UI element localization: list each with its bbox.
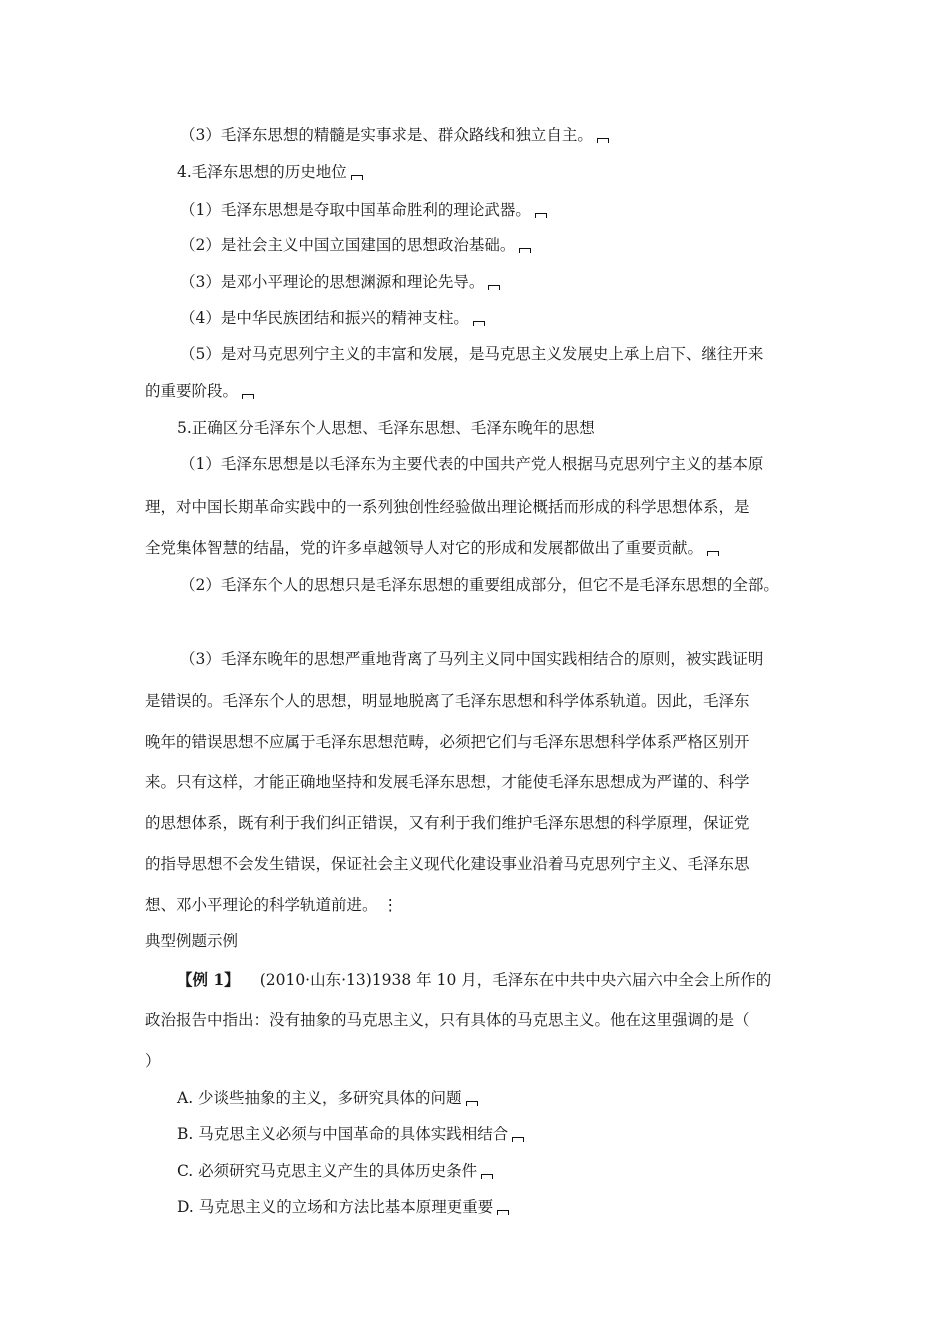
paragraph-mark-icon (707, 551, 719, 556)
section5-p3-line6: 的指导思想不会发生错误，保证社会主义现代化建设事业沿着马克思列宁主义、毛泽东思 (145, 855, 750, 873)
paragraph-mark-icon (242, 394, 254, 399)
paragraph-mark-icon (473, 321, 485, 326)
example1-stem-line3: ） (145, 1052, 161, 1070)
example1-stem-line1: 【例 1】 (2010·山东·13)1938 年 10 月，毛泽东在中共中央六届六中全会上所作的 (177, 970, 772, 989)
section5-p3-line4: 来。只有这样，才能正确地坚持和发展毛泽东思想，才能使毛泽东思想成为严谨的、科学 (145, 773, 750, 791)
paragraph-mark-icon (535, 213, 547, 218)
section4-point-2: （2）是社会主义中国立国建国的思想政治基础。 (180, 238, 531, 254)
section5-title: 5.正确区分毛泽东个人思想、毛泽东思想、毛泽东晚年的思想 (177, 419, 595, 437)
ellipsis-mark: ⋮ (382, 896, 399, 914)
example1-option-d: D. 马克思主义的立场和方法比基本原理更重要 (177, 1200, 509, 1216)
section5-p3-line5: 的思想体系，既有利于我们纠正错误，又有利于我们维护毛泽东思想的科学原理，保证党 (145, 814, 750, 832)
examples-heading: 典型例题示例 (145, 932, 239, 950)
section4-title: 4.毛泽东思想的历史地位 (177, 165, 363, 181)
section4-point-3: （3）是邓小平理论的思想渊源和理论先导。 (180, 275, 500, 291)
section4-point-1: （1）毛泽东思想是夺取中国革命胜利的理论武器。 (180, 203, 547, 219)
example1-stem-line2: 政治报告中指出：没有抽象的马克思主义，只有具体的马克思主义。他在这里强调的是（ (145, 1011, 750, 1029)
section5-p3-line7: 想、邓小平理论的科学轨道前进。 ⋮ (145, 896, 399, 914)
paragraph-mark-icon (466, 1101, 478, 1106)
example-label: 【例 1】 (177, 970, 240, 989)
section5-p1-line2: 理，对中国长期革命实践中的一系列独创性经验做出理论概括而形成的科学思想体系，是 (145, 498, 750, 516)
example1-option-a: A. 少谈些抽象的主义，多研究具体的问题 (177, 1091, 478, 1107)
section5-p3-line2: 是错误的。毛泽东个人的思想，明显地脱离了毛泽东思想和科学体系轨道。因此，毛泽东 (145, 692, 750, 710)
example1-option-c: C. 必须研究马克思主义产生的具体历史条件 (177, 1164, 493, 1180)
paragraph-mark-icon (351, 175, 363, 180)
example1-option-b: B. 马克思主义必须与中国革命的具体实践相结合 (177, 1127, 524, 1143)
section5-p3-line1: （3）毛泽东晚年的思想严重地背离了马列主义同中国实践相结合的原则，被实践证明 (180, 650, 764, 668)
paragraph-mark-icon (497, 1210, 509, 1215)
paragraph-mark-icon (512, 1137, 524, 1142)
section5-p2: （2）毛泽东个人的思想只是毛泽东思想的重要组成部分，但它不是毛泽东思想的全部。 (180, 576, 779, 594)
section4-point-4: （4）是中华民族团结和振兴的精神支柱。 (180, 311, 485, 327)
paragraph-mark-icon (488, 285, 500, 290)
section4-point-5: （5）是对马克思列宁主义的丰富和发展，是马克思主义发展史上承上启下、继往开来 (180, 345, 764, 363)
section5-p3-line3: 晚年的错误思想不应属于毛泽东思想范畴，必须把它们与毛泽东思想科学体系严格区别开 (145, 733, 750, 751)
paragraph-mark-icon (481, 1174, 493, 1179)
section5-p1-line3: 全党集体智慧的结晶，党的许多卓越领导人对它的形成和发展都做出了重要贡献。 (145, 541, 719, 557)
section4-item-3: （3）毛泽东思想的精髓是实事求是、群众路线和独立自主。 (180, 128, 609, 144)
section5-p1-line1: （1）毛泽东思想是以毛泽东为主要代表的中国共产党人根据马克思列宁主义的基本原 (180, 455, 764, 473)
paragraph-mark-icon (597, 138, 609, 143)
paragraph-mark-icon (519, 248, 531, 253)
section4-point-5-cont: 的重要阶段。 (145, 384, 254, 400)
